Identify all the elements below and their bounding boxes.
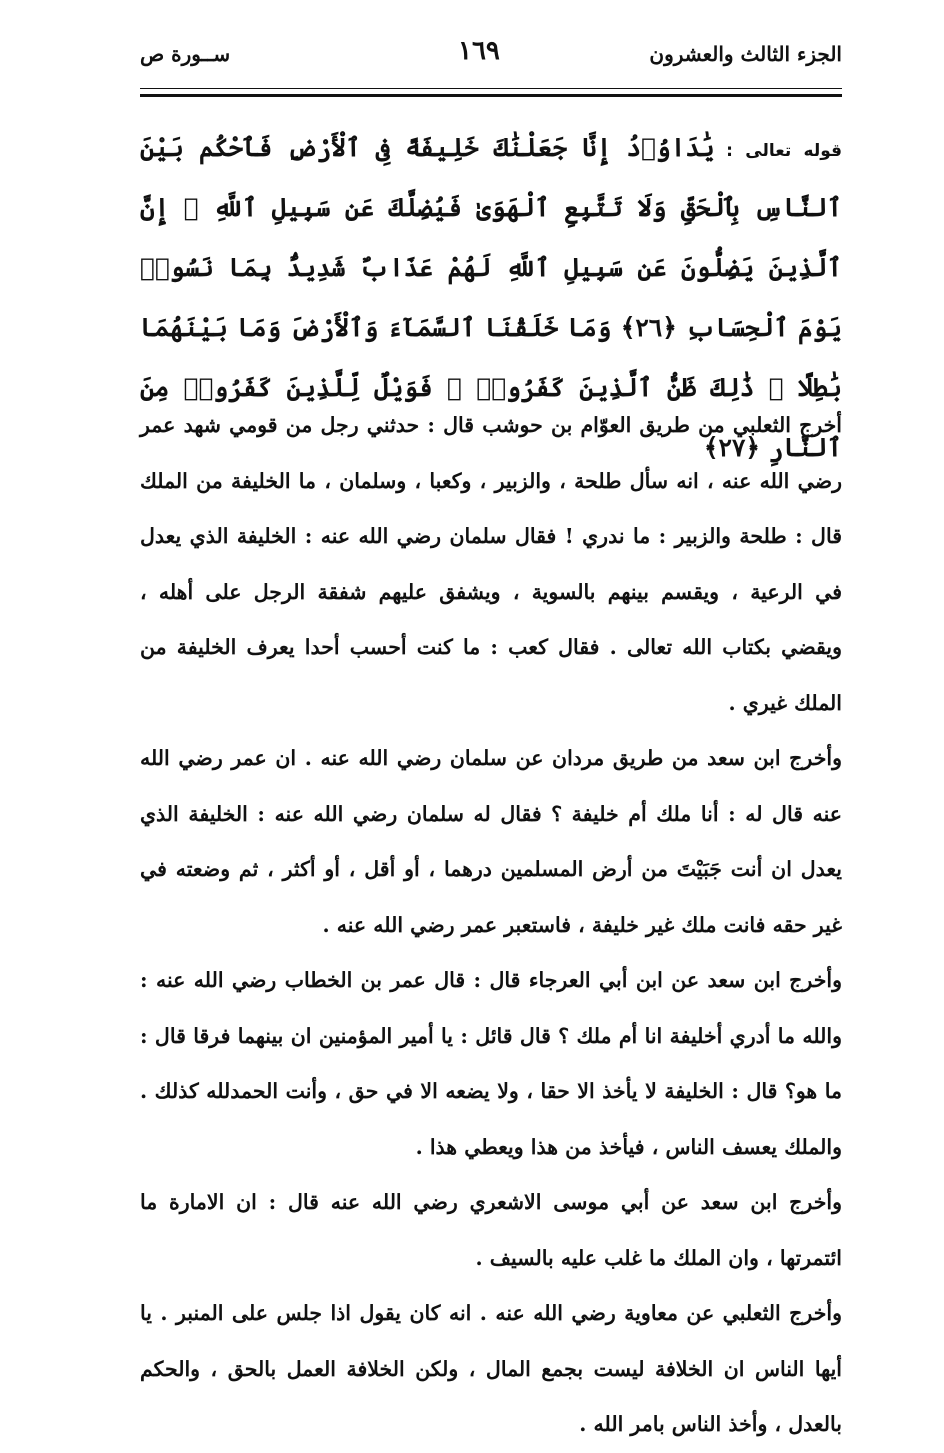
verse-intro: قوله تعالى : — [726, 141, 842, 161]
commentary-body — [140, 398, 842, 1453]
paragraph-5: وأخرج الثعلبي عن معاوية رضي الله عنه . انه كان يقول اذا جلس على المنبر . يا أيها الناس ان الخلافة ليست بجمع المال ، ولكن الخلافة العمل بالحق ، والحكم بالعدل ، وأخذ الناس بامر الله . — [140, 1301, 842, 1436]
paragraph-1: أخرج الثعلبي من طريق العوّام بن حوشب قال : حدثني رجل من قومي شهد عمر رضي الله عنه ، انه سأل طلحة ، والزبير ، وكعبا ، وسلمان ، ما الخليفة من الملك قال : طلحة والزبير : ما ندري ! فقال سلمان رضي الله عنه : الخليفة الذي يعدل في الرعية ، ويقسم بينهم بالسوية ، ويشفق عليهم شفقة الرجل على أهله ، ويقضي بكتاب الله تعالى . فقال كعب : ما كنت أحسب أحدا يعرف الخليفة من الملك غيري . — [140, 413, 842, 715]
paragraph-2: وأخرج ابن سعد من طريق مردان عن سلمان رضي الله عنه . ان عمر رضي الله عنه قال له : أنا ملك أم خليفة ؟ فقال له سلمان رضي الله عنه : الخليفة الذي يعدل ان أنت جَبَيْتَ من أرض المسلمين درهما ، أو أقل ، أو أكثر ، ثم وضعته في غير حقه فانت ملك غير خليفة ، فاستعبر عمر رضي الله عنه . — [140, 746, 842, 937]
surah-label: ســورة ص — [140, 42, 231, 66]
paragraph-3: وأخرج ابن سعد عن ابن أبي العرجاء قال : قال عمر بن الخطاب رضي الله عنه : والله ما أدري أخليفة انا أم ملك ؟ قال قائل : يا أمير المؤمنين ان بينهما فرقا قال : ما هو؟ قال : الخليفة لا يأخذ الا حقا ، ولا يضعه الا في حق ، وأنت الحمدلله كذلك . والملك يعسف الناس ، فيأخذ من هذا ويعطي هذا . — [140, 968, 842, 1159]
page-number: ١٦٩ — [458, 36, 500, 66]
part-label: الجزء الثالث والعشرون — [649, 42, 842, 66]
running-header — [140, 36, 842, 84]
header-rule-thin — [140, 88, 842, 89]
header-rule-thick — [140, 94, 842, 97]
verse-text: يَٰدَاوُۥدُ إِنَّا جَعَلْنَٰكَ خَلِيفَةً فِى ٱلْأَرْضِ فَٱحْكُم بَيْنَ ٱلنَّاسِ بِٱلْحَقِّ وَلَا تَتَّبِعِ ٱلْهَوَىٰ فَيُضِلَّكَ عَن سَبِيلِ ٱللَّهِ ۚ إِنَّ ٱلَّذِينَ يَضِلُّونَ عَن سَبِيلِ ٱللَّهِ لَهُمْ عَذَابٌ شَدِيدٌۢ بِمَا نَسُوا۟ يَوْمَ ٱلْحِسَابِ ﴿٢٦﴾ وَمَا خَلَقْنَا ٱلسَّمَآءَ وَٱلْأَرْضَ وَمَا بَيْنَهُمَا بَٰطِلًا ۚ ذَٰلِكَ ظَنُّ ٱلَّذِينَ كَفَرُوا۟ ۚ فَوَيْلٌ لِّلَّذِينَ كَفَرُوا۟ مِنَ ٱلنَّارِ ﴿٢٧﴾ — [140, 133, 842, 462]
paragraph-4: وأخرج ابن سعد عن أبي موسى الاشعري رضي الله عنه قال : ان الامارة ما ائتمرتها ، وان الملك ما غلب عليه بالسيف . — [140, 1190, 842, 1270]
